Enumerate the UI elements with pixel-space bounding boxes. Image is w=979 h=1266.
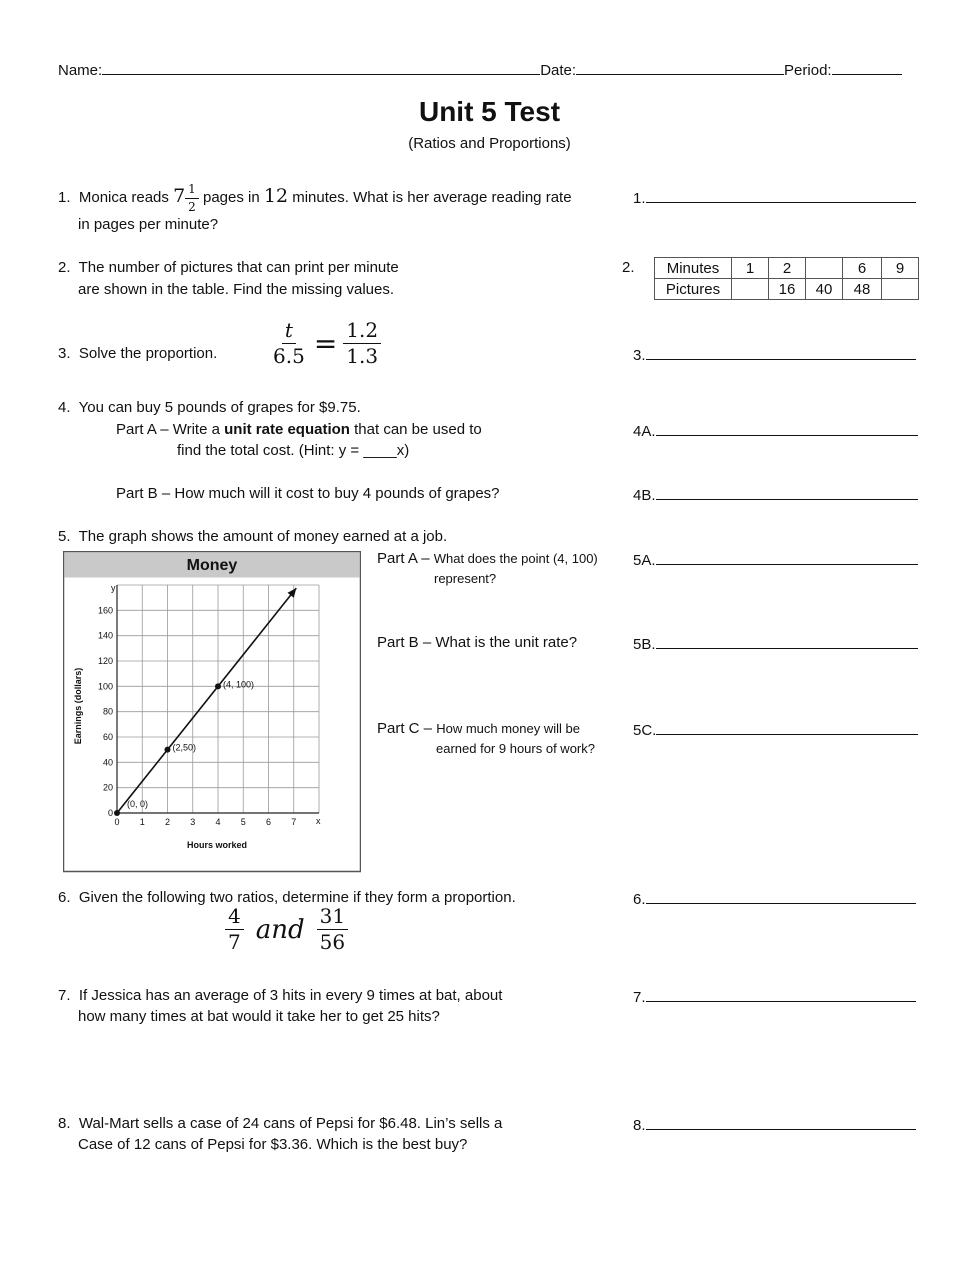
- answer-6-blank[interactable]: [646, 889, 916, 904]
- data-point-label: (4, 100): [223, 679, 255, 690]
- answer-5A: [633, 550, 918, 569]
- answer-7: [633, 987, 916, 1006]
- x-tick-label: 6: [265, 817, 272, 827]
- question-number: 5.: [58, 528, 71, 545]
- answer-label: 1.: [633, 190, 646, 207]
- q5-partA: [377, 550, 598, 567]
- q5-partA-question: What does the point (4, 100): [433, 551, 598, 566]
- name-label: Name:: [58, 62, 103, 79]
- q6-r2-den: 56: [319, 930, 346, 954]
- q1-whole: 7: [173, 185, 186, 207]
- table-cell: 2: [769, 258, 806, 279]
- answer-5A-blank[interactable]: [656, 550, 918, 565]
- y-axis-letter: y: [111, 583, 116, 593]
- q3-rhs-den: 1.3: [346, 344, 379, 368]
- table-cell: 9: [882, 258, 919, 279]
- money-chart: [63, 551, 361, 873]
- question-number: 8.: [58, 1115, 71, 1132]
- question-1: [58, 180, 572, 214]
- table-cell: 40: [806, 279, 843, 300]
- q5-partA-line2: represent?: [434, 571, 497, 586]
- x-axis-label: Hours worked: [186, 840, 248, 850]
- q4-partA-b: that can be used to: [354, 421, 482, 438]
- q4-partA-a: Part A – Write a: [116, 421, 220, 438]
- question-3: [58, 345, 217, 362]
- y-tick-label: 100: [97, 681, 113, 692]
- y-axis-label: Earnings (dollars): [73, 667, 83, 745]
- answer-label: 7.: [633, 989, 646, 1006]
- table-cell: 48: [843, 279, 882, 300]
- x-tick-label: 1: [139, 817, 145, 827]
- q3-lhs-num: t: [282, 320, 296, 344]
- answer-7-blank[interactable]: [646, 987, 916, 1002]
- question-number: 2.: [58, 259, 71, 276]
- q8-line1: Wal-Mart sells a case of 24 cans of Pepsi for $6.48. Lin’s sells a: [78, 1115, 503, 1132]
- x-tick-label: 4: [215, 817, 221, 827]
- answer-1-blank[interactable]: [646, 188, 916, 203]
- table-cell[interactable]: [806, 258, 843, 279]
- y-tick-label: 60: [102, 732, 113, 742]
- q5-partC-line2: earned for 9 hours of work?: [436, 741, 595, 756]
- y-tick-label: 40: [102, 757, 113, 768]
- y-tick-label: 120: [97, 656, 113, 666]
- q1-fraction: [185, 183, 199, 213]
- question-2: [58, 259, 399, 276]
- date-blank[interactable]: [576, 60, 784, 75]
- table-row: [655, 279, 919, 300]
- data-point: [165, 747, 171, 753]
- q5-partA-lead: Part A –: [377, 550, 430, 567]
- answer-5C-blank[interactable]: [656, 720, 918, 735]
- answer-1: [633, 188, 916, 207]
- q3-proportion: [270, 320, 381, 367]
- x-axis-letter: x: [316, 816, 321, 826]
- q3-lhs-den: 6.5: [273, 344, 305, 368]
- q4-partB: Part B – How much will it cost to buy 4 pounds of grapes?: [116, 485, 500, 502]
- q2-line1: The number of pictures that can print per minute: [78, 259, 399, 276]
- answer-8-blank[interactable]: [646, 1115, 916, 1130]
- table-cell: Pictures: [655, 279, 732, 300]
- table-cell: Minutes: [655, 258, 732, 279]
- q4-partA-line2: find the total cost. (Hint: y = ____x): [177, 442, 410, 459]
- answer-4A-blank[interactable]: [656, 421, 918, 436]
- answer-4B: [633, 485, 918, 504]
- answer-5C: [633, 720, 918, 739]
- q1-text-a: Monica reads: [78, 189, 169, 206]
- y-tick-label: 140: [97, 630, 113, 641]
- question-number: 7.: [58, 987, 71, 1004]
- page-subtitle: (Ratios and Proportions): [408, 135, 571, 152]
- x-tick-label: 7: [291, 817, 297, 827]
- q1-line2: in pages per minute?: [78, 216, 219, 233]
- answer-2-label: 2.: [622, 259, 635, 276]
- q6-r1-num: 4: [225, 906, 244, 930]
- answer-4B-blank[interactable]: [656, 485, 918, 500]
- answer-label: 6.: [633, 891, 646, 908]
- q1-frac-den: 2: [188, 199, 196, 214]
- name-blank[interactable]: [102, 60, 540, 75]
- q4-partA-bold: unit rate equation: [224, 421, 350, 438]
- q6-ratio-1: [225, 906, 244, 953]
- question-number: 6.: [58, 889, 71, 906]
- table-row: [655, 258, 919, 279]
- q5-partB: Part B – What is the unit rate?: [377, 634, 578, 651]
- chart-title: Money: [186, 557, 238, 574]
- y-tick-label: 160: [97, 605, 113, 616]
- answer-3-blank[interactable]: [646, 345, 916, 360]
- q2-line2: are shown in the table. Find the missing values.: [78, 281, 395, 298]
- y-tick-label: 20: [102, 782, 113, 793]
- page-title: Unit 5 Test: [418, 96, 561, 127]
- period-blank[interactable]: [832, 60, 902, 75]
- date-label: Date:: [540, 62, 577, 79]
- q4-partA: [116, 421, 482, 438]
- y-tick-label: 0: [107, 808, 113, 818]
- x-tick-label: 3: [190, 817, 196, 827]
- q3-text: Solve the proportion.: [78, 345, 218, 362]
- q5-text: The graph shows the amount of money earned at a job.: [78, 528, 448, 545]
- answer-6: [633, 889, 916, 908]
- table-cell: 16: [769, 279, 806, 300]
- q2-table: [654, 257, 919, 300]
- q3-rhs-num: 1.2: [343, 320, 381, 344]
- answer-5B: [633, 634, 918, 653]
- q6-text: Given the following two ratios, determine if they form a proportion.: [78, 889, 516, 906]
- q1-text-c: minutes. What is her average reading rate: [292, 189, 572, 206]
- q3-lhs: [270, 320, 308, 367]
- question-number: 3.: [58, 345, 71, 362]
- answer-label: 4A.: [633, 423, 656, 440]
- data-point-label: (0, 0): [127, 799, 149, 809]
- q1-minutes: 12: [263, 185, 289, 207]
- q1-frac-num: 1: [185, 183, 199, 199]
- data-point: [215, 683, 221, 689]
- x-tick-label: 0: [114, 817, 120, 827]
- table-cell[interactable]: [882, 279, 919, 300]
- question-4: [58, 399, 361, 416]
- answer-label: 8.: [633, 1117, 646, 1134]
- q7-line2: how many times at bat would it take her to get 25 hits?: [78, 1008, 440, 1025]
- header-line: [58, 60, 902, 79]
- answer-label: 5B.: [633, 636, 656, 653]
- data-point: [114, 810, 120, 816]
- question-8: [58, 1115, 502, 1132]
- answer-8: [633, 1115, 916, 1134]
- q6-ratio-2: [317, 906, 348, 953]
- y-tick-label: 80: [102, 706, 113, 717]
- q7-line1: If Jessica has an average of 3 hits in every 9 times at bat, about: [78, 987, 503, 1004]
- q4-text: You can buy 5 pounds of grapes for $9.75.: [78, 399, 361, 416]
- table-cell[interactable]: [732, 279, 769, 300]
- x-tick-label: 2: [164, 817, 171, 827]
- q6-r2-num: 31: [317, 906, 348, 930]
- q6-r1-den: 7: [228, 930, 241, 954]
- answer-5B-blank[interactable]: [656, 634, 918, 649]
- q3-rhs: [343, 320, 381, 367]
- answer-label: 4B.: [633, 487, 656, 504]
- question-5: [58, 528, 447, 545]
- question-number: 1.: [58, 189, 71, 206]
- answer-label: 5A.: [633, 552, 656, 569]
- question-6: [58, 889, 516, 906]
- x-tick-label: 5: [240, 817, 246, 827]
- q6-ratios: [225, 906, 348, 953]
- answer-3: [633, 345, 916, 364]
- question-number: 4.: [58, 399, 71, 416]
- answer-label: 5C.: [633, 722, 657, 739]
- table-cell: 1: [732, 258, 769, 279]
- period-label: Period:: [784, 62, 832, 79]
- q6-and: and: [255, 914, 305, 945]
- q3-equals: =: [313, 327, 338, 360]
- q5-partC-question: How much money will be: [436, 721, 580, 736]
- answer-label: 3.: [633, 347, 646, 364]
- q1-text-b: pages in: [202, 189, 260, 206]
- q8-line2: Case of 12 cans of Pepsi for $3.36. Which is the best buy?: [78, 1136, 468, 1153]
- table-cell: 6: [843, 258, 882, 279]
- question-7: [58, 987, 502, 1004]
- answer-4A: [633, 421, 918, 440]
- q5-partC: [377, 720, 580, 737]
- q5-partC-lead: Part C –: [377, 720, 433, 737]
- data-point-label: (2,50): [172, 742, 197, 753]
